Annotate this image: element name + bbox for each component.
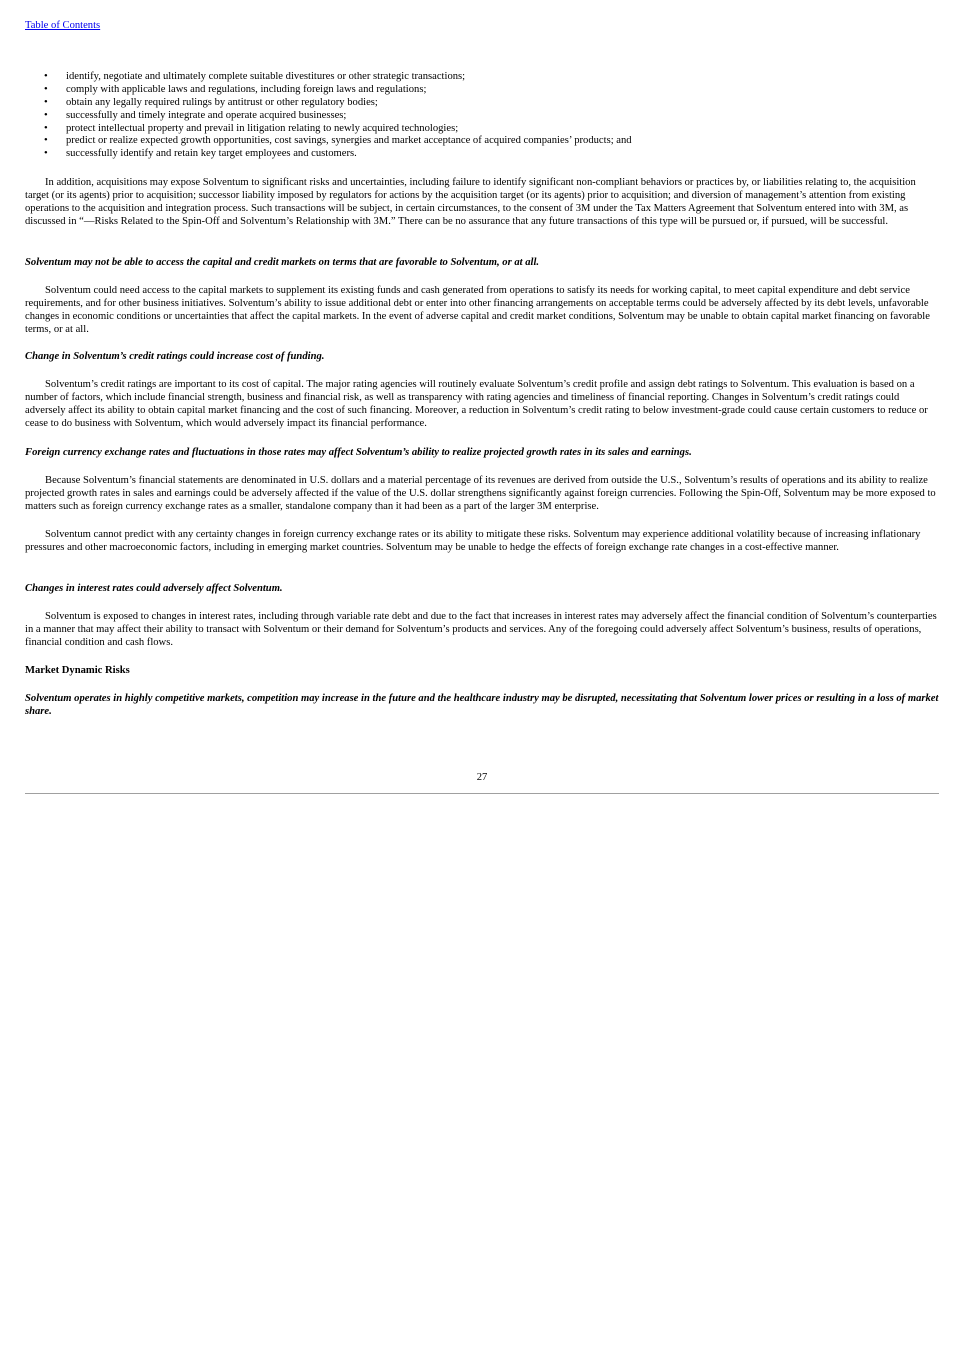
- list-item: [25, 135, 939, 148]
- bullet-icon: •: [44, 71, 48, 82]
- competition-heading: Solventum operates in highly competitive markets, competition may increase in the future and the healthcare industry may be disrupted, necessitating that Solventum lower prices or resulting in a loss of market share.: [25, 693, 939, 717]
- page-number: 27: [476, 772, 488, 783]
- section-title: Market Dynamic Risks: [25, 665, 130, 676]
- list-item: [25, 148, 939, 161]
- fx-paragraph-2: Solventum cannot predict with any certainty changes in foreign currency exchange rates or its ability to mitigate these risks. Solventum may experience additional volatility because of increasing inflationary pressures and other macroeconomic factors, including in emerging market countries. Solventum may be unable to hedge the effects of foreign exchange rate changes in a cost-effective manner.: [25, 529, 921, 553]
- bullet-icon: •: [44, 148, 48, 160]
- fx-paragraph-1: Because Solventum’s financial statements are denominated in U.S. dollars and a material percentage of its revenues are derived from outside the U.S., Solventum’s results of operations and its ability to realize projected growth rates in sales and earnings could be adversely affected if the value of the U.S. dollar strengthens significantly against foreign currencies. Following the Spin-Off, Solventum may be more exposed to matters such as foreign currency exchange rates as a smaller, standalone company than it had been as a part of the larger 3M enterprise.: [25, 475, 936, 512]
- page-divider: [25, 793, 939, 794]
- capital-markets-heading: Solventum may not be able to access the capital and credit markets on terms that are favorable to Solventum, or at all.: [25, 257, 540, 268]
- bullet-icon: •: [44, 109, 48, 121]
- interest-rates-paragraph: Solventum is exposed to changes in interest rates, including through variable rate debt and due to the fact that increases in interest rates may adversely affect the financial condition of Solventum’s counterparties in a manner that may affect their ability to transact with Solventum or their demand for Solventum’s products and services. Any of the foregoing could adversely affect Solventum’s business, results of operations, financial condition and cash flows.: [25, 611, 937, 648]
- capital-markets-paragraph: Solventum could need access to the capital markets to supplement its existing funds and cash generated from operations to satisfy its needs for working capital, to meet capital expenditure and debt service requirements, and for other business initiatives. Solventum’s ability to issue additional debt or enter into other financing arrangements on acceptable terms could be adversely affected by its debt levels, unfavorable changes in economic conditions or uncertainties that affect the capital markets. In the event of adverse capital and credit market conditions, Solventum may be unable to obtain capital market financing on favorable terms, or at all.: [25, 285, 930, 335]
- list-item-text: comply with applicable laws and regulations, including foreign laws and regulations;: [66, 83, 427, 95]
- bullet-icon: •: [44, 83, 48, 95]
- list-item-text: successfully and timely integrate and operate acquired businesses;: [66, 109, 347, 121]
- list-item-text: predict or realize expected growth opportunities, cost savings, synergies and market acceptance of acquired companies’ products; and: [66, 135, 632, 147]
- bullet-icon: •: [44, 135, 48, 147]
- list-item-text: protect intellectual property and prevail in litigation relating to newly acquired technologies;: [66, 122, 459, 134]
- bullet-icon: •: [44, 122, 48, 134]
- list-item: [25, 123, 939, 136]
- credit-ratings-heading: Change in Solventum’s credit ratings could increase cost of funding.: [25, 351, 325, 362]
- table-of-contents-link[interactable]: Table of Contents: [25, 20, 101, 31]
- list-item-text: obtain any legally required rulings by antitrust or other regulatory bodies;: [66, 96, 378, 108]
- list-item: [25, 84, 939, 97]
- credit-ratings-paragraph: Solventum’s credit ratings are important to its cost of capital. The major rating agencies will routinely evaluate Solventum’s credit profile and assign debt ratings to Solventum. This evaluation is based on a number of factors, which include financial strength, business and financial risk, as well as transparency with rating agencies and timeliness of financial reporting. Changes in Solventum’s credit ratings could adversely affect its ability to obtain capital market financing and the cost of such financing. Moreover, a reduction in Solventum’s credit rating to below investment-grade could cause certain customers to reduce or cease to do business with Solventum, which would adversely impact its financial performance.: [25, 379, 928, 429]
- list-item: [25, 71, 939, 84]
- list-item: [25, 97, 939, 110]
- list-item-text: identify, negotiate and ultimately complete suitable divestitures or other strategic transactions;: [66, 71, 466, 82]
- list-item-text: successfully identify and retain key target employees and customers.: [66, 148, 357, 160]
- interest-rates-heading: Changes in interest rates could adversely affect Solventum.: [25, 583, 283, 594]
- list-item: [25, 110, 939, 123]
- fx-heading: Foreign currency exchange rates and fluctuations in those rates may affect Solventum’s ability to realize projected growth rates in its sales and earnings.: [25, 447, 692, 458]
- bullet-icon: •: [44, 96, 48, 108]
- acquisitions-paragraph: In addition, acquisitions may expose Solventum to significant risks and uncertainties, including failure to identify significant non-compliant behaviors or practices by, or liabilities relating to, the acquisition target (or its agents) prior to acquisition; successor liability imposed by regulators for actions by the acquisition target (or its agents) prior to acquisition; and diversion of management’s attention from existing operations to the acquisition and integration process. Such transactions will be subject, in certain circumstances, to the consent of 3M under the Tax Matters Agreement that Solventum entered into with 3M, as discussed in “—Risks Related to the Spin-Off and Solventum’s Relationship with 3M.” There can be no assurance that any future transactions of this type will be pursued or, if pursued, will be successful.: [25, 177, 916, 227]
- bullet-list: [25, 71, 939, 161]
